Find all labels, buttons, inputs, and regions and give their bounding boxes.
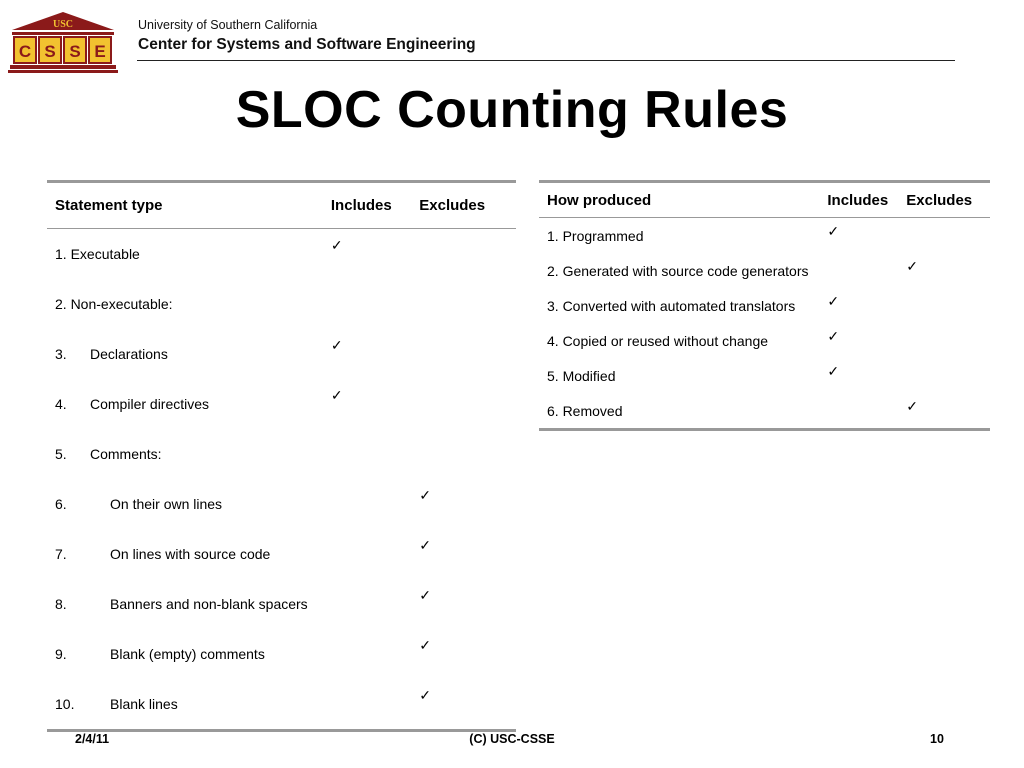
- excludes-check: [898, 358, 990, 393]
- logo-base: [10, 65, 116, 69]
- includes-check: ✓: [330, 387, 343, 403]
- statement-label: Declarations: [90, 346, 168, 362]
- includes-check: ✓: [330, 237, 343, 253]
- excludes-check: [411, 279, 516, 329]
- excludes-check: [898, 288, 990, 323]
- how-produced-label: 1. Programmed: [547, 227, 644, 244]
- header-includes: Includes: [827, 191, 889, 209]
- includes-check: [323, 579, 411, 629]
- excludes-check: [411, 429, 516, 479]
- footer-date: 2/4/11: [75, 732, 110, 746]
- table-row: [539, 253, 990, 288]
- statement-cell: [47, 529, 323, 579]
- statement-label: Compiler directives: [90, 396, 210, 412]
- includes-check: ✓: [827, 223, 840, 239]
- excludes-check: ✓: [419, 537, 431, 553]
- statement-label: 2. Non-executable:: [55, 296, 173, 312]
- table-header-row: [539, 182, 990, 218]
- includes-check: [323, 529, 411, 579]
- row-number: 4.: [55, 396, 67, 412]
- logo-letter: S: [44, 42, 56, 61]
- statement-cell: [47, 429, 323, 479]
- statement-cell: [47, 579, 323, 629]
- row-number: 5.: [55, 446, 67, 462]
- statement-cell: [47, 229, 323, 280]
- table-row: [47, 579, 516, 629]
- how-produced-label: 3. Converted with automated translators: [547, 297, 796, 314]
- row-number: 3.: [55, 346, 67, 362]
- excludes-check: [411, 379, 516, 429]
- logo-letter: C: [18, 42, 32, 61]
- how-produced-label: 5. Modified: [547, 367, 616, 384]
- includes-check: [323, 279, 411, 329]
- statement-cell: [47, 279, 323, 329]
- logo-letter: S: [69, 42, 81, 61]
- table-row: [47, 329, 516, 379]
- how-produced-label: 2. Generated with source code generators: [547, 262, 809, 279]
- includes-check: ✓: [330, 337, 343, 353]
- excludes-check: ✓: [419, 587, 431, 603]
- includes-check: [819, 253, 898, 288]
- header-divider: [137, 60, 955, 61]
- excludes-check: [898, 218, 990, 254]
- excludes-check: ✓: [906, 398, 919, 414]
- table-header-row: [47, 182, 516, 229]
- includes-check: ✓: [827, 328, 840, 344]
- table-row: [539, 218, 990, 254]
- statement-label: On their own lines: [110, 496, 223, 512]
- org-name: University of Southern California: [138, 18, 318, 32]
- excludes-check: ✓: [906, 258, 919, 274]
- center-name: Center for Systems and Software Engineering: [138, 36, 476, 53]
- row-number: 10.: [55, 696, 75, 712]
- statement-type-table: [47, 180, 516, 732]
- table-row: [47, 429, 516, 479]
- includes-check: [323, 479, 411, 529]
- footer-page-number: 10: [930, 732, 944, 746]
- table-row: [47, 629, 516, 679]
- header-includes: Includes: [330, 197, 392, 214]
- table-row: [539, 323, 990, 358]
- row-number: 6.: [55, 496, 67, 512]
- statement-label: Banners and non-blank spacers: [110, 596, 308, 612]
- statement-label: 1. Executable: [55, 246, 140, 262]
- statement-cell: [47, 379, 323, 429]
- how-produced-label: 6. Removed: [547, 402, 623, 419]
- includes-check: ✓: [827, 363, 840, 379]
- usc-csse-logo: [8, 10, 118, 74]
- includes-check: [819, 393, 898, 430]
- statement-cell: [47, 329, 323, 379]
- statement-label: Blank lines: [110, 696, 178, 712]
- excludes-check: ✓: [419, 637, 431, 653]
- row-number: 9.: [55, 646, 67, 662]
- table-row: [539, 358, 990, 393]
- header-statement-type: Statement type: [55, 197, 163, 214]
- table-row: [539, 288, 990, 323]
- table-row: [47, 679, 516, 731]
- row-number: 7.: [55, 546, 67, 562]
- table-row: [47, 479, 516, 529]
- statement-label: Blank (empty) comments: [110, 646, 265, 662]
- statement-label: Comments:: [90, 446, 162, 462]
- statement-cell: [47, 679, 323, 731]
- statement-label: On lines with source code: [110, 546, 271, 562]
- how-produced-label: 4. Copied or reused without change: [547, 332, 769, 349]
- includes-check: [323, 629, 411, 679]
- how-produced-table: [539, 180, 990, 431]
- table-row: [47, 229, 516, 280]
- table-row: [47, 529, 516, 579]
- excludes-check: ✓: [419, 687, 431, 703]
- row-number: 8.: [55, 596, 67, 612]
- table-row: [539, 393, 990, 430]
- includes-check: [323, 679, 411, 731]
- table-row: [47, 279, 516, 329]
- excludes-check: [411, 229, 516, 280]
- logo-letter: E: [94, 42, 106, 61]
- statement-cell: [47, 479, 323, 529]
- table-row: [47, 379, 516, 429]
- excludes-check: [898, 323, 990, 358]
- header-how-produced: How produced: [547, 191, 652, 209]
- excludes-check: ✓: [419, 487, 431, 503]
- includes-check: [323, 429, 411, 479]
- footer-copyright: (C) USC-CSSE: [469, 732, 555, 746]
- statement-cell: [47, 629, 323, 679]
- header-excludes: Excludes: [419, 197, 486, 214]
- logo-usc-text: USC: [52, 19, 74, 30]
- excludes-check: [411, 329, 516, 379]
- slide-title: SLOC Counting Rules: [235, 81, 789, 139]
- includes-check: ✓: [827, 293, 840, 309]
- header-excludes: Excludes: [906, 191, 973, 209]
